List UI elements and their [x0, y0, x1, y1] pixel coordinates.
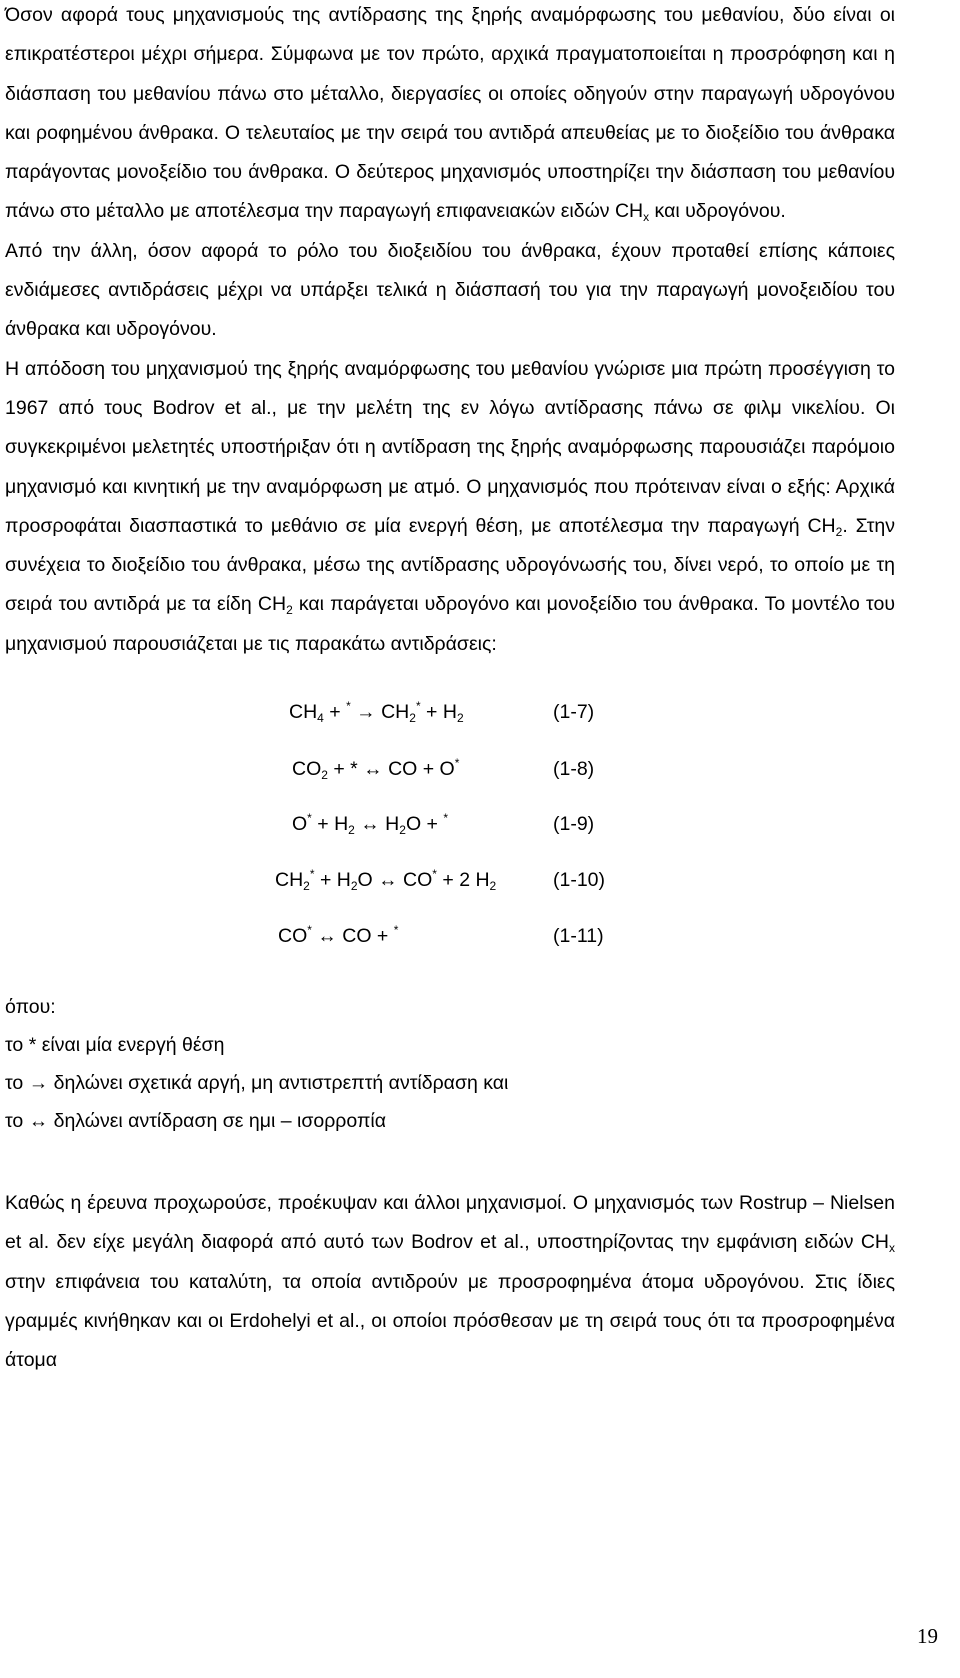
- where-label: όπου:: [5, 996, 56, 1019]
- para3-segment: . Στην συνέχεια το διοξείδιο του άνθρακα, μέσω της αντίδρασης υδρογόνωσής του, δίνει νερό, το οποίο με τη σειρά του αντιδρά με τα είδη CH: [5, 514, 895, 616]
- subscript: 2: [321, 768, 328, 783]
- para4-segment: Καθώς η έρευνα προχωρούσε, προέκυψαν και άλλοι μηχανισμοί. Ο μηχανισμός των Rostrup – Nielsen et al. δεν είχε μεγάλη διαφορά από αυτό των Bodrov et al., υποστηρίζοντας την εμφάνιση ειδών CH: [5, 1192, 895, 1254]
- superscript: *: [346, 699, 351, 714]
- subscript: x: [889, 1241, 895, 1256]
- definitions-block: [5, 988, 895, 1140]
- paragraph-bodrov-mechanism: [5, 350, 895, 664]
- equation-expression: [275, 860, 496, 900]
- equation-expression: [292, 749, 459, 789]
- equation-segment: CH: [289, 701, 318, 724]
- subscript: 2: [456, 711, 464, 726]
- equation-expression: [278, 916, 398, 956]
- equation-segment: + 2 H: [436, 869, 490, 892]
- definition-equilibrium-arrow: το ↔ δηλώνει αντίδραση σε ημι – ισορροπία: [5, 1110, 387, 1133]
- equation-row: [5, 692, 705, 732]
- equation-number: (1-8): [553, 758, 595, 781]
- equation-expression: [292, 804, 448, 844]
- equation-expression: [289, 692, 464, 732]
- equation-number: (1-9): [553, 813, 595, 836]
- equation-number: (1-10): [553, 869, 606, 892]
- equation-segment: +: [323, 701, 347, 724]
- subscript: 2: [348, 823, 355, 838]
- equation-segment: O ↔ CO: [357, 869, 433, 892]
- paragraph-co2-role: Από την άλλη, όσον αφορά το ρόλο του διοξειδίου του άνθρακα, έχουν προταθεί επίσης κάποιες ενδιάμεσες αντιδράσεις μέχρι να υπάρξει τελικά η διάσπασή του για την παραγωγή μονοξειδίου του άνθρακα και υδρογόνου.: [5, 239, 895, 341]
- definition-active-site: το * είναι μία ενεργή θέση: [5, 1034, 225, 1057]
- superscript: *: [432, 867, 437, 882]
- equation-row: [5, 804, 705, 844]
- superscript: *: [307, 923, 312, 938]
- paragraph-mechanisms-intro: [5, 0, 895, 232]
- equation-segment: + * ↔ CO + O: [327, 758, 455, 781]
- superscript: *: [454, 756, 460, 771]
- subscript: 4: [317, 711, 324, 726]
- equation-segment: + H: [314, 869, 351, 892]
- equation-row: [5, 749, 705, 789]
- para3-segment: και παράγεται υδρογόνο και μονοξείδιο του άνθρακα. Το μοντέλο του μηχανισμού παρουσιάζεται με τις παρακάτω αντιδράσεις:: [5, 593, 895, 655]
- equation-row: [5, 916, 705, 956]
- subscript: x: [643, 210, 650, 225]
- superscript: *: [393, 923, 399, 938]
- para4-segment: στην επιφάνεια του καταλύτη, τα οποία αντιδρούν με προσροφημένα άτομα υδρογόνου. Στις ίδιες γραμμές κινήθηκαν και οι Erdohelyi et al., οι οποίοι πρόσθεσαν με τη σειρά τους ότι τα προσροφημένα άτομα: [5, 1270, 895, 1372]
- subscript: 2: [399, 823, 406, 838]
- equation-segment: + H: [311, 813, 349, 836]
- equation-segment: ↔ H: [354, 813, 400, 836]
- equation-segment: CO: [292, 758, 322, 781]
- equations-block: [5, 670, 895, 996]
- equation-number: (1-7): [553, 701, 595, 724]
- superscript: *: [415, 699, 421, 714]
- subscript: 2: [489, 879, 497, 894]
- definition-irreversible-arrow: το → δηλώνει σχετικά αργή, μη αντιστρεπτή αντίδραση και: [5, 1072, 509, 1095]
- equation-row: [5, 860, 705, 900]
- document-page: [5, 0, 895, 1381]
- superscript: *: [309, 867, 315, 882]
- para1-segment: Όσον αφορά τους μηχανισμούς της αντίδρασης της ξηρής αναμόρφωσης του μεθανίου, δύο είναι οι επικρατέστεροι μέχρι σήμερα. Σύμφωνα με τον πρώτο, αρχικά πραγματοποιείται η προσρόφηση και η διάσπαση του μεθανίου πάνω στο μέταλλο, διεργασίες οι οποίες οδηγούν στην παραγωγή υδρογόνου και ροφημένου άνθρακα. Ο τελευταίος με την σειρά του αντιδρά απευθείας με το διοξείδιο του άνθρακα παράγοντας μονοξείδιο του άνθρακα. Ο δεύτερος μηχανισμός υποστηρίζει την διάσπαση του μεθανίου πάνω στο μέταλλο με αποτέλεσμα την παραγωγή επιφανειακών ειδών CH: [5, 4, 895, 223]
- subscript: 2: [303, 879, 310, 894]
- superscript: *: [307, 811, 312, 826]
- equation-segment: CO: [278, 925, 308, 948]
- paragraph-other-mechanisms: [5, 1184, 895, 1380]
- equation-segment: ↔ CO +: [311, 925, 394, 948]
- subscript: 2: [350, 879, 358, 894]
- equation-number: (1-11): [553, 925, 604, 948]
- equation-segment: O +: [405, 813, 444, 836]
- equation-segment: O: [292, 813, 308, 836]
- para3-segment: Η απόδοση του μηχανισμού της ξηρής αναμόρφωσης του μεθανίου γνώρισε μια πρώτη προσέγγιση το 1967 από τους Bodrov et al., με την μελέτη της εν λόγω αντίδρασης πάνω σε φιλμ νικελίου. Οι συγκεκριμένοι μελετητές υποστήριξαν ότι η αντίδραση της ξηρής αναμόρφωσης παρουσιάζει παρόμοιο μηχανισμό και κινητική με την αναμόρφωση με ατμό. Ο μηχανισμός που πρότειναν είναι ο εξής: Αρχικά προσροφάται διασπαστικά το μεθάνιο σε μία ενεργή θέση, με αποτέλεσμα την παραγωγή CH: [5, 357, 895, 537]
- subscript: 2: [835, 524, 843, 539]
- subscript: 2: [409, 711, 416, 726]
- equation-segment: CH: [275, 869, 304, 892]
- subscript: 2: [286, 603, 293, 618]
- superscript: *: [443, 811, 449, 826]
- para1-segment: και υδρογόνου.: [649, 200, 786, 223]
- equation-segment: + H: [420, 701, 457, 724]
- equation-segment: → CH: [350, 701, 410, 724]
- page-number: 19: [917, 1624, 938, 1648]
